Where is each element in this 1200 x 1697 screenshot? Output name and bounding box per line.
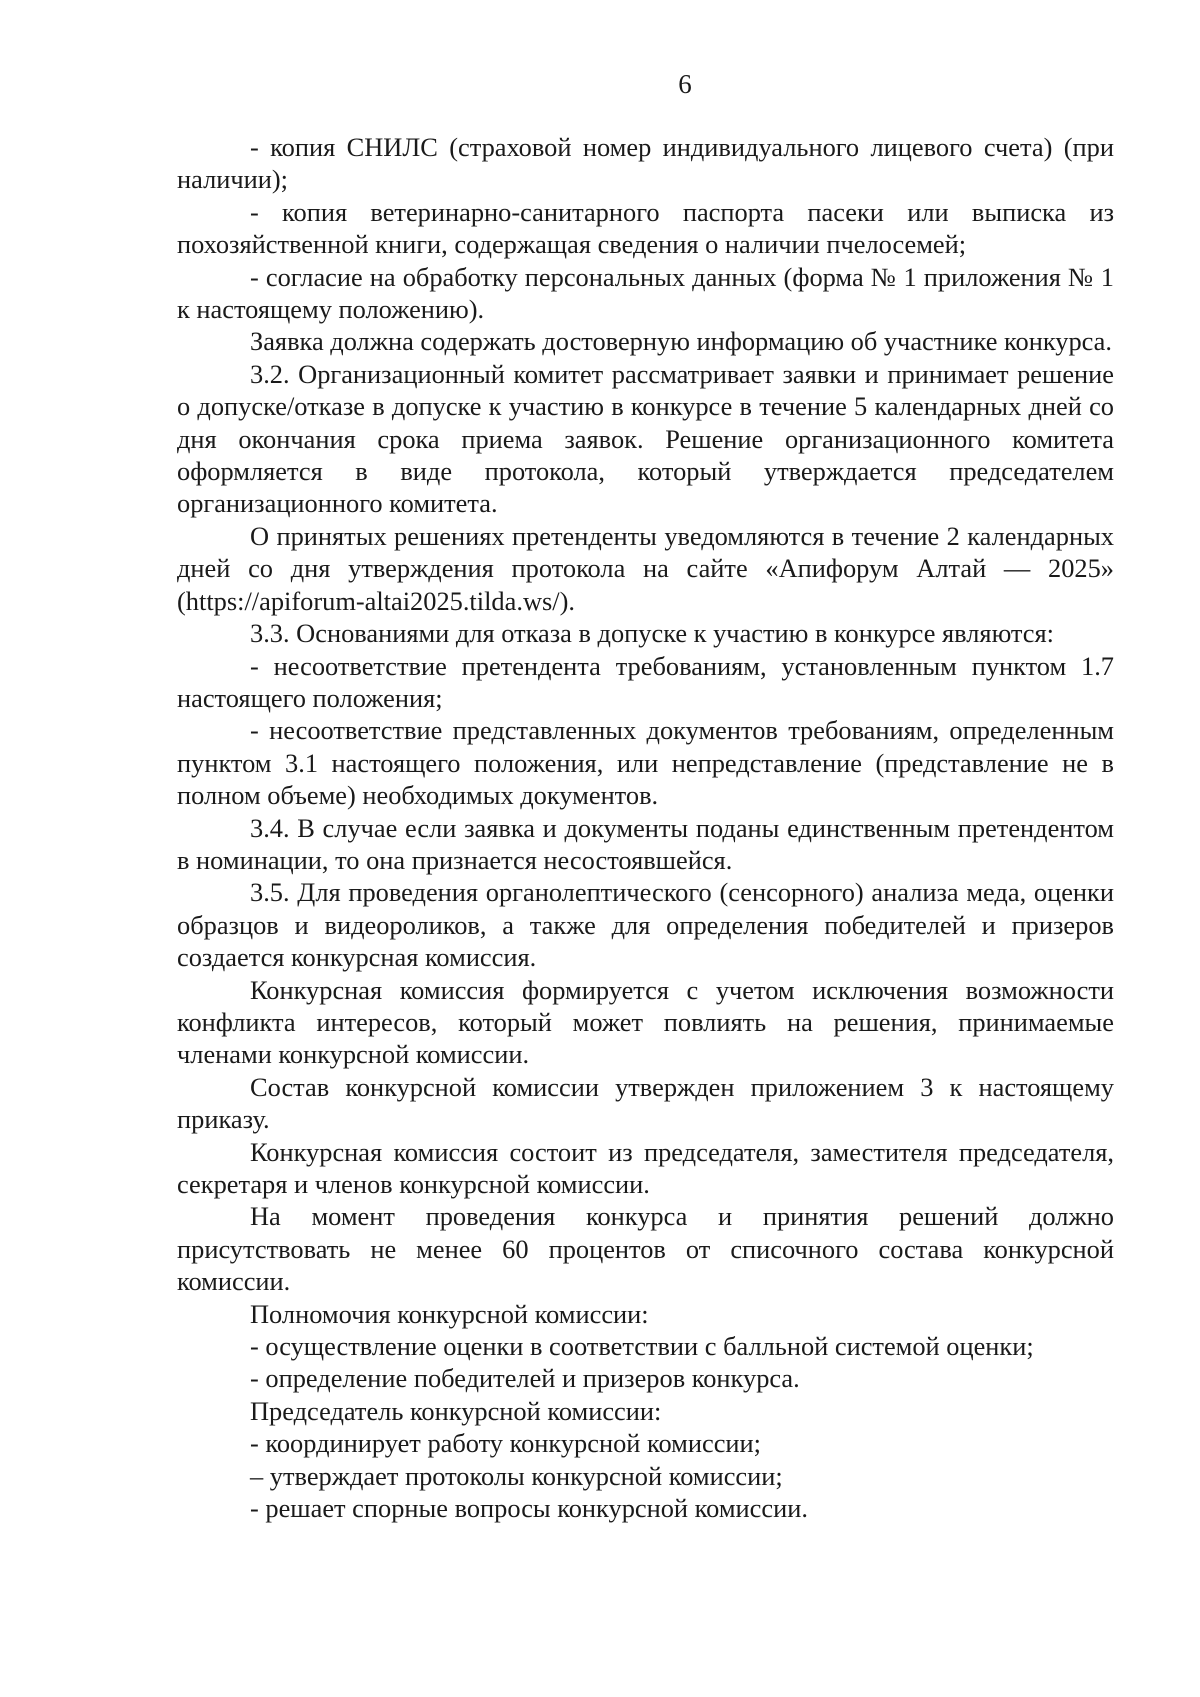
paragraph-power-evaluation: - осуществление оценки в соответствии с балльной системой оценки; — [250, 1331, 1034, 1362]
page-number: 6 — [678, 69, 692, 99]
paragraph-3-5: 3.5. Для проведения органолептического (сенсорного) анализа меда, оценки образцов и видеороликов, а также для определения победителей и призеров создается конкурсная комиссия. — [177, 877, 1114, 973]
paragraph-commission-members: Конкурсная комиссия состоит из председателя, заместителя председателя, секретаря и членов конкурсной комиссии. — [177, 1136, 1114, 1199]
paragraph-vet-passport: - копия ветеринарно-санитарного паспорта пасеки или выписка из похозяйственной книги, содержащая сведения о наличии пчелосемей; — [177, 196, 1114, 260]
paragraph-power-winners: - определение победителей и призеров конкурса. — [250, 1363, 800, 1394]
paragraph-documents-mismatch: - несоответствие представленных документов требованиям, определенным пунктом 3.1 настоящего положения, или непредставление (представление не в полном объеме) необходимых документов. — [177, 715, 1114, 811]
paragraph-3-2: 3.2. Организационный комитет рассматривает заявки и принимает решение о допуске/отказе в допуске к участию в конкурсе в течение 5 календарных дней со дня окончания срока приема заявок. Решение организационного комитета оформляется в виде протокола, который утверждается председателем организационного комитета. — [177, 358, 1114, 519]
paragraph-consent: - согласие на обработку персональных данных (форма № 1 приложения № 1 к настоящему положению). — [177, 261, 1114, 325]
paragraph-chairman-heading: Председатель конкурсной комиссии: — [250, 1395, 662, 1426]
paragraph-chairman-approves: – утверждает протоколы конкурсной комиссии; — [250, 1460, 783, 1491]
paragraph-notification: О принятых решениях претенденты уведомляются в течение 2 календарных дней со дня утверждения протокола на сайте «Апифорум Алтай — 2025» (https://apiforum-altai2025.tilda.ws/). — [177, 520, 1114, 616]
paragraph-chairman-resolves: - решает спорные вопросы конкурсной комиссии. — [250, 1493, 808, 1524]
paragraph-chairman-coordinates: - координирует работу конкурсной комиссии; — [250, 1428, 761, 1459]
paragraph-conflict-of-interest: Конкурсная комиссия формируется с учетом исключения возможности конфликта интересов, который может повлиять на решения, принимаемые членами конкурсной комиссии. — [177, 974, 1114, 1070]
paragraph-3-3: 3.3. Основаниями для отказа в допуске к участию в конкурсе являются: — [250, 618, 1054, 649]
paragraph-3-4: 3.4. В случае если заявка и документы поданы единственным претендентом в номинации, то она признается несостоявшейся. — [177, 812, 1114, 875]
paragraph-commission-composition: Состав конкурсной комиссии утвержден приложением 3 к настоящему приказу. — [177, 1071, 1114, 1135]
paragraph-requirements-mismatch: - несоответствие претендента требованиям, установленным пунктом 1.7 настоящего положения; — [177, 650, 1114, 713]
paragraph-powers-heading: Полномочия конкурсной комиссии: — [250, 1298, 649, 1329]
document-body — [177, 131, 1114, 1524]
paragraph-quorum: На момент проведения конкурса и принятия решений должно присутствовать не менее 60 процентов от списочного состава конкурсной комиссии. — [177, 1201, 1114, 1297]
paragraph-application-info: Заявка должна содержать достоверную информацию об участнике конкурса. — [250, 326, 1112, 357]
paragraph-snils: - копия СНИЛС (страховой номер индивидуального лицевого счета) (при наличии); — [177, 132, 1114, 195]
